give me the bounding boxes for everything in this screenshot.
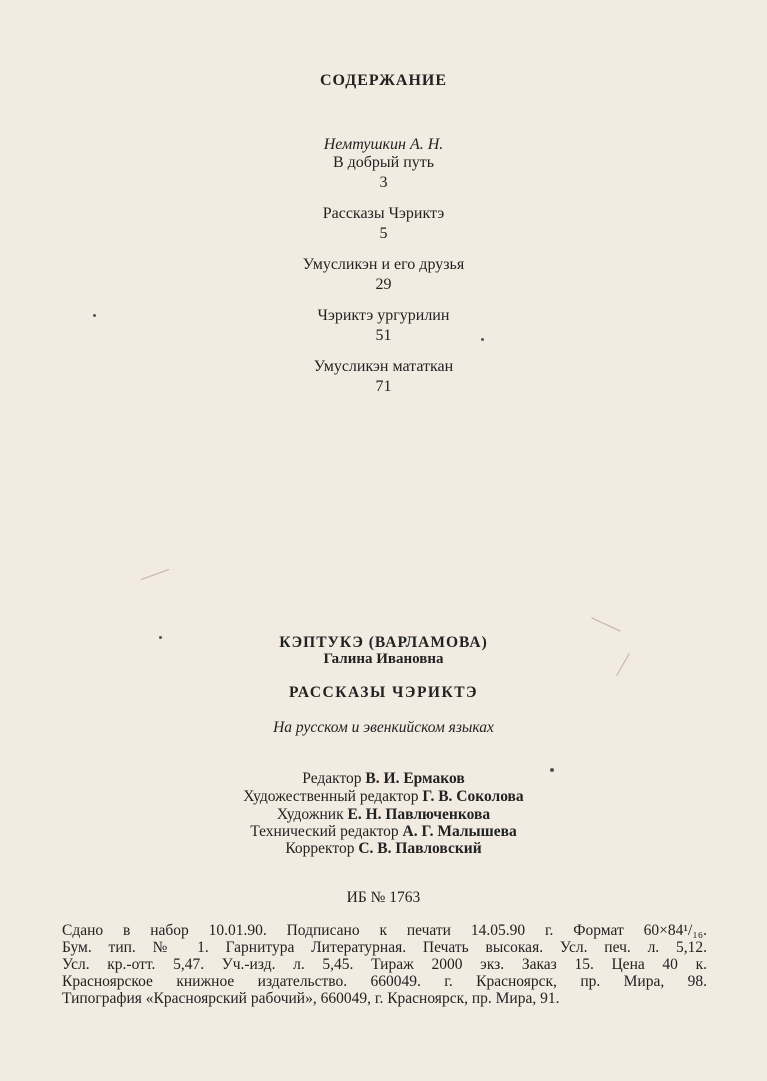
paper-speck (481, 338, 484, 341)
contents-heading: СОДЕРЖАНИЕ (319, 72, 448, 89)
paper-scratch (141, 569, 170, 580)
credit-line (0, 806, 767, 824)
toc-entry-page: 5 (379, 225, 388, 242)
credit-role: Художник (276, 806, 344, 823)
toc-entry-title: Рассказы Чэриктэ (322, 205, 445, 222)
paper-speck (550, 768, 554, 772)
imprint-line: Бум. тип. № 1. Гарнитура Литературная. Печать высокая. Усл. печ. л. 5,12. (62, 939, 707, 956)
paper-scratch (591, 617, 620, 631)
toc-entry-page: 51 (375, 327, 392, 344)
toc-entry-author: Немтушкин А. Н. (323, 136, 444, 153)
toc-entry-title: В добрый путь (332, 154, 435, 171)
imprint-line: Красноярское книжное издательство. 660049. г. Красноярск, пр. Мира, 98. (62, 973, 707, 990)
credit-line (0, 788, 767, 806)
credit-name: А. Г. Малышева (402, 823, 517, 840)
imprint-line: Сдано в набор 10.01.90. Подписано к печати 14.05.90 г. Формат 60×84¹/₁₆. (62, 922, 707, 939)
author-surname: КЭПТУКЭ (ВАРЛАМОВА) (279, 634, 488, 651)
toc-entry-page: 29 (375, 276, 392, 293)
toc-entry-title: Умусликэн и его друзья (302, 256, 465, 273)
credit-line (0, 840, 767, 858)
imprint-block (62, 922, 707, 1007)
credit-name: Е. Н. Павлюченкова (347, 806, 491, 823)
paper-speck (93, 314, 96, 317)
credit-role: Технический редактор (250, 823, 399, 840)
book-title: РАССКАЗЫ ЧЭРИКТЭ (288, 684, 479, 701)
credit-line (0, 823, 767, 841)
credit-name: Г. В. Соколова (422, 788, 524, 805)
toc-entry-title: Чэриктэ ургурилин (317, 307, 450, 324)
languages-note: На русском и эвенкийском языках (273, 719, 494, 736)
author-name: Галина Ивановна (323, 651, 444, 667)
toc-entry-page: 71 (375, 378, 392, 395)
toc-entry-page: 3 (379, 174, 388, 191)
credit-name: С. В. Павловский (358, 840, 482, 857)
credit-role: Редактор (302, 770, 362, 787)
credit-role: Корректор (285, 840, 355, 857)
paper-speck (159, 636, 162, 639)
ib-number: ИБ № 1763 (346, 889, 421, 906)
imprint-line: Усл. кр.-отт. 5,47. Уч.-изд. л. 5,45. Тираж 2000 экз. Заказ 15. Цена 40 к. (62, 956, 707, 973)
credit-name: В. И. Ермаков (365, 770, 465, 787)
credit-line (0, 770, 767, 788)
toc-entry-title: Умусликэн мататкан (313, 358, 454, 375)
credit-role: Художественный редактор (243, 788, 419, 805)
imprint-line: Типография «Красноярский рабочий», 660049, г. Красноярск, пр. Мира, 91. (62, 990, 560, 1007)
